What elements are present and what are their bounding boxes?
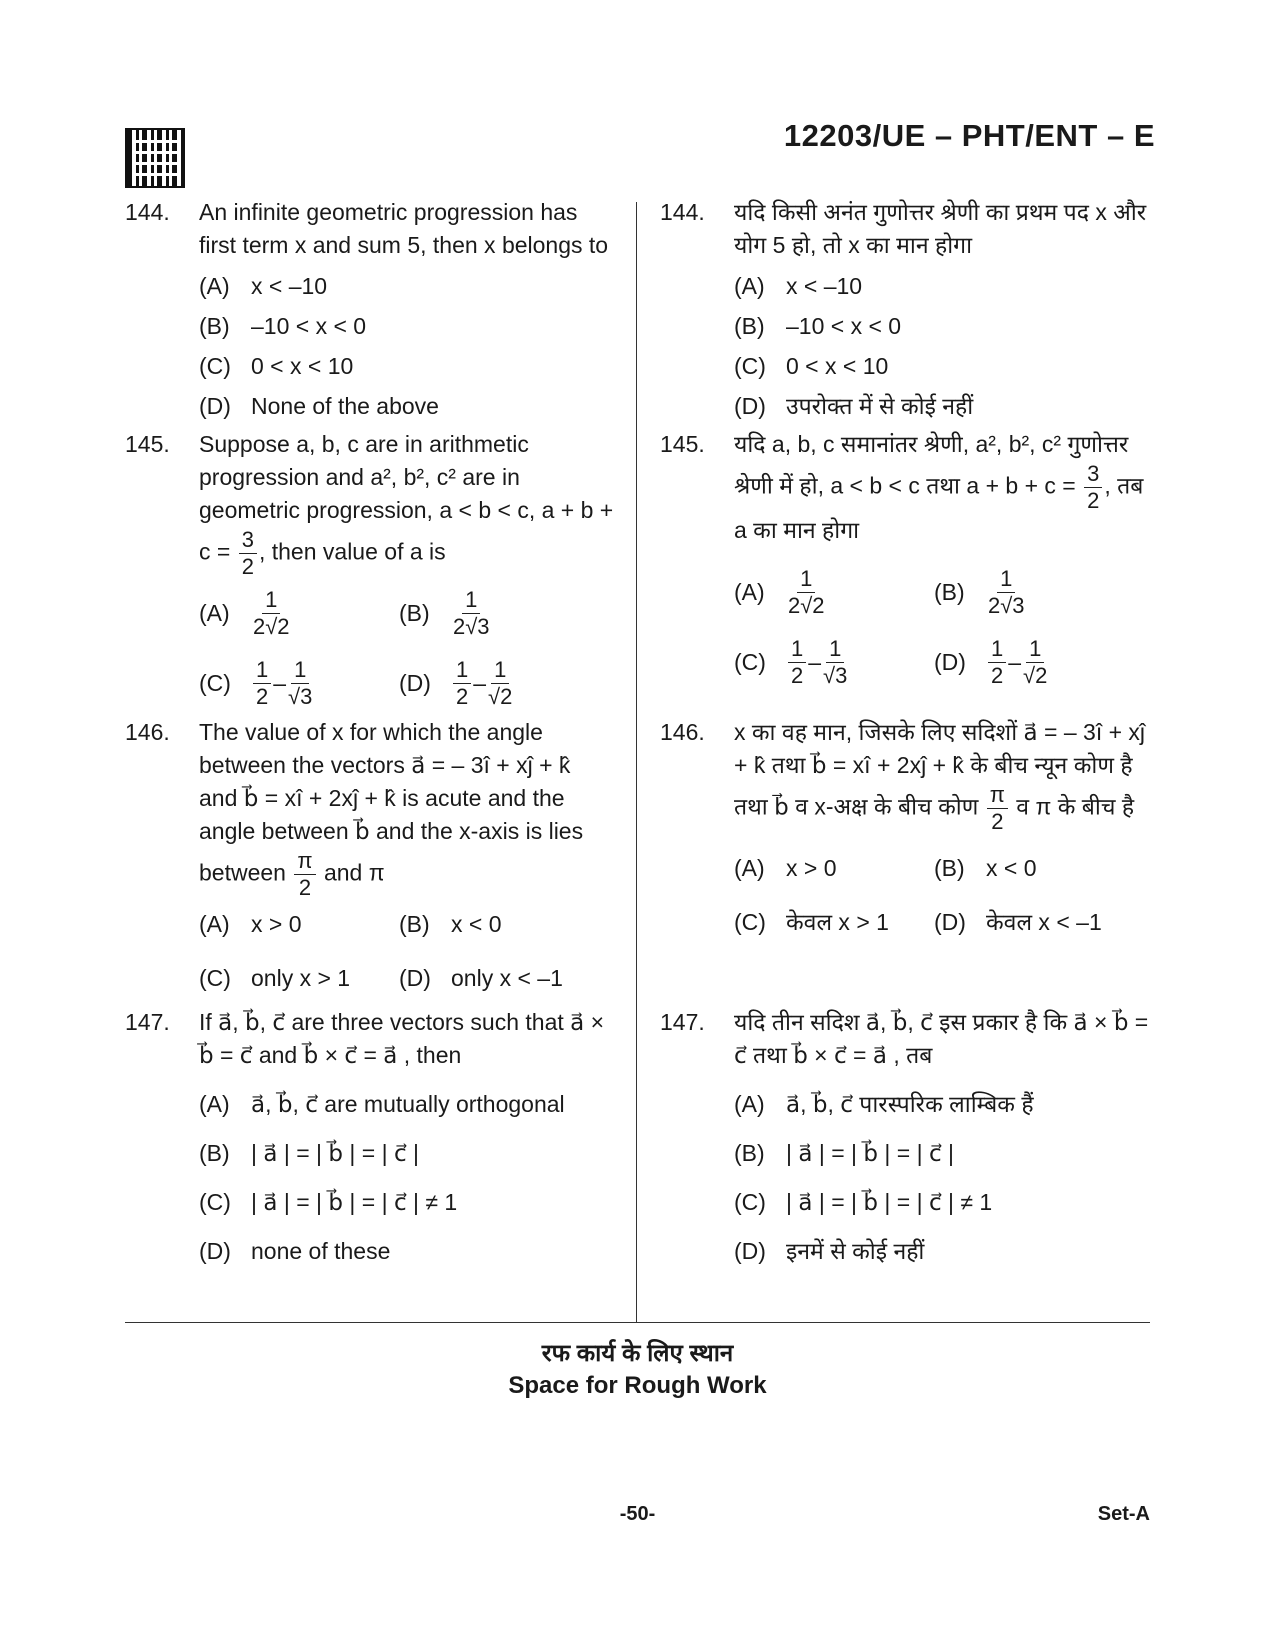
question-text: If a⃗, b⃗, c⃗ are three vectors such that a⃗ × b⃗ = c⃗ and b⃗ × c⃗ = a⃗ , then: [199, 1009, 605, 1068]
option-a: (A) a⃗, b⃗, c⃗ पारस्परिक लाम्बिक हैं: [734, 1091, 1034, 1117]
question-145: [660, 428, 1150, 693]
option-c: (C) $\frac{1}{2}$ – $\frac{1}{√3}$: [199, 656, 313, 709]
option-d: (D) उपरोक्त में से कोई नहीं: [734, 392, 974, 419]
option-a: (A) $\frac{1}{2√2}$: [199, 586, 290, 639]
fraction: $\frac{\pi}{2}$: [294, 848, 315, 901]
option-b: (B) –10 < x < 0: [734, 312, 902, 339]
rough-work-label-hindi: रफ कार्य के लिए स्थान: [541, 1340, 734, 1367]
option-d: (D) केवल x < –1: [934, 908, 1102, 935]
option-b: (B) $\frac{1}{2√3}$: [934, 565, 1025, 618]
option-a: (A) a⃗, b⃗, c⃗ are mutually orthogonal: [199, 1091, 565, 1117]
question-number: 146.: [125, 719, 170, 745]
question-text: यदि किसी अनंत गुणोत्तर श्रेणी का प्रथम पद x और योग 5 हो, तो x का मान होगा: [734, 199, 1147, 258]
fraction: $\frac{3}{2}$: [1084, 461, 1102, 514]
question-145: [125, 428, 615, 714]
question-text: यदि a, b, c समानांतर श्रेणी, a², b², c² गुणोत्तर श्रेणी में हो, a < b < c तथा a + b + c = $\frac{3}{2}$ , तब a का मान होगा: [734, 431, 1144, 543]
option-b: (B) x < 0: [399, 910, 502, 937]
option-b: (B) $\frac{1}{2√3}$: [399, 586, 490, 639]
question-number: 147.: [660, 1009, 705, 1035]
footer-rule: [125, 1322, 1150, 1323]
question-144: [125, 196, 615, 426]
paper-code: 12203/UE – PHT/ENT – E: [783, 118, 1155, 153]
fraction: $\frac{\pi}{2}$: [987, 782, 1008, 835]
question-147: [660, 1006, 1150, 1276]
question-144: [660, 196, 1150, 426]
option-d: (D) None of the above: [199, 392, 439, 419]
option-b: (B) | a⃗ | = | b⃗ | = | c⃗ |: [199, 1140, 419, 1166]
option-d: (D) $\frac{1}{2}$ – $\frac{1}{√2}$: [399, 656, 513, 709]
option-c: (C) केवल x > 1: [734, 908, 889, 935]
option-c: (C) 0 < x < 10: [199, 352, 354, 379]
question-text: Suppose a, b, c are in arithmetic progression and a², b², c² are in geometric progression, a < b < c, a + b + c = $\frac{3}{2}$ , then value of a is: [199, 431, 614, 579]
question-text: An infinite geometric progression has first term x and sum 5, then x belongs to: [199, 199, 609, 258]
option-c: (C) | a⃗ | = | b⃗ | = | c⃗ | ≠ 1: [199, 1189, 458, 1215]
option-a: (A) x < –10: [199, 272, 328, 299]
option-d: (D) only x < –1: [399, 964, 563, 991]
option-c: (C) only x > 1: [199, 964, 351, 991]
option-b: (B) –10 < x < 0: [199, 312, 367, 339]
set-label: Set-A: [1097, 1503, 1150, 1525]
question-text: यदि तीन सदिश a⃗, b⃗, c⃗ इस प्रकार है कि a⃗ × b⃗ = c⃗ तथा b⃗ × c⃗ = a⃗ , तब: [734, 1009, 1149, 1068]
option-c: (C) $\frac{1}{2}$ – $\frac{1}{√3}$: [734, 635, 848, 688]
option-a: (A) $\frac{1}{2√2}$: [734, 565, 825, 618]
qr-code-icon: [125, 128, 185, 188]
option-d: (D) none of these: [199, 1238, 391, 1264]
question-number: 145.: [125, 431, 170, 457]
question-number: 146.: [660, 719, 705, 745]
fraction: $\frac{3}{2}$: [239, 527, 257, 580]
question-number: 147.: [125, 1009, 170, 1035]
option-b: (B) x < 0: [934, 854, 1037, 881]
question-number: 144.: [660, 199, 705, 225]
page-number: -50-: [619, 1503, 656, 1525]
question-146: [660, 716, 1150, 945]
option-b: (B) | a⃗ | = | b⃗ | = | c⃗ |: [734, 1140, 954, 1166]
question-number: 144.: [125, 199, 170, 225]
question-text: x का वह मान, जिसके लिए सदिशों a⃗ = – 3î + xĵ + k̂ तथा b⃗ = xî + 2xĵ + k̂ के बीच न्यून कोण है तथा b⃗ व x-अक्ष के बीच कोण $\frac{\pi}{2}$ व π के बीच है: [734, 719, 1146, 834]
rough-work-label: Space for Rough Work: [508, 1372, 767, 1399]
option-c: (C) | a⃗ | = | b⃗ | = | c⃗ | ≠ 1: [734, 1189, 993, 1215]
question-text: The value of x for which the angle between the vectors a⃗ = – 3î + xĵ + k̂ and b⃗ = xî + 2xĵ + k̂ is acute and the angle between b⃗ and the x-axis is lies between $\frac{\pi}{2}$ and π: [199, 719, 584, 900]
option-a: (A) x > 0: [734, 854, 837, 881]
option-c: (C) 0 < x < 10: [734, 352, 889, 379]
column-divider: [636, 202, 637, 1322]
option-d: (D) इनमें से कोई नहीं: [734, 1238, 925, 1264]
question-146: [125, 716, 615, 1001]
option-a: (A) x > 0: [199, 910, 302, 937]
option-d: (D) $\frac{1}{2}$ – $\frac{1}{√2}$: [934, 635, 1048, 688]
question-147: [125, 1006, 615, 1276]
option-a: (A) x < –10: [734, 272, 863, 299]
question-number: 145.: [660, 431, 705, 457]
